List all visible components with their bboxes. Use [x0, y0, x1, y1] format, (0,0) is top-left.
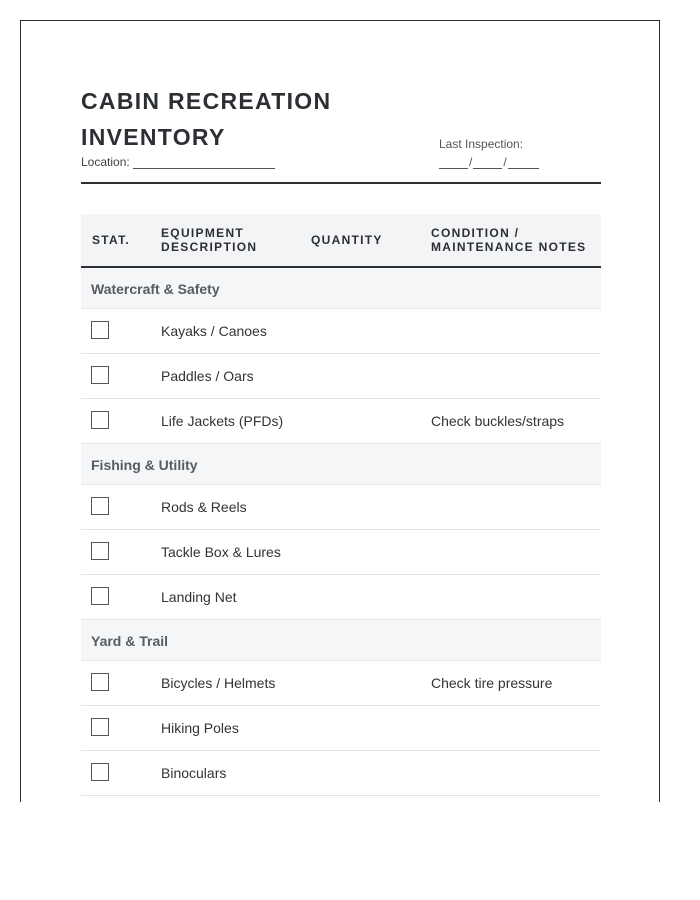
section-label: Yard & Trail: [91, 633, 169, 649]
status-checkbox[interactable]: [91, 542, 109, 560]
date-month-blank[interactable]: [439, 156, 468, 169]
header-condition-notes: CONDITION / MAINTENANCE NOTES: [431, 226, 587, 254]
table-header: [81, 214, 601, 268]
table-body: [81, 268, 601, 796]
inspection-date-blank: [439, 153, 539, 169]
equipment-description: Rods & Reels: [161, 499, 247, 515]
table-row: [81, 399, 601, 444]
status-checkbox[interactable]: [91, 321, 109, 339]
table-row: [81, 485, 601, 530]
header-stat: STAT.: [92, 233, 131, 247]
equipment-description: Hiking Poles: [161, 720, 239, 736]
equipment-description: Paddles / Oars: [161, 368, 254, 384]
date-day-blank[interactable]: [473, 156, 502, 169]
date-separator: /: [503, 155, 507, 169]
status-checkbox[interactable]: [91, 497, 109, 515]
table-row: [81, 354, 601, 399]
header-quantity: QUANTITY: [311, 233, 383, 247]
status-checkbox[interactable]: [91, 673, 109, 691]
inventory-table: [81, 214, 601, 796]
equipment-description: Tackle Box & Lures: [161, 544, 281, 560]
document-title: CABIN RECREATION INVENTORY: [81, 88, 332, 150]
condition-note: Check tire pressure: [431, 675, 553, 691]
section-row: [81, 444, 601, 485]
section-row: [81, 268, 601, 309]
section-label: Fishing & Utility: [91, 457, 198, 473]
table-row: [81, 309, 601, 354]
condition-note: Check buckles/straps: [431, 413, 565, 429]
status-checkbox[interactable]: [91, 587, 109, 605]
status-checkbox[interactable]: [91, 411, 109, 429]
table-row: [81, 575, 601, 620]
table-row: [81, 751, 601, 796]
table-row: [81, 661, 601, 706]
equipment-description: Landing Net: [161, 589, 237, 605]
date-separator: /: [469, 155, 473, 169]
equipment-description: Bicycles / Helmets: [161, 675, 276, 691]
header-equipment-description: EQUIPMENT DESCRIPTION: [161, 226, 258, 254]
status-checkbox[interactable]: [91, 763, 109, 781]
last-inspection-label: Last Inspection:: [439, 137, 524, 151]
section-label: Watercraft & Safety: [91, 281, 220, 297]
status-checkbox[interactable]: [91, 718, 109, 736]
section-row: [81, 620, 601, 661]
inventory-sheet: [20, 20, 660, 802]
last-inspection-field: [439, 135, 539, 169]
equipment-description: Binoculars: [161, 765, 227, 781]
location-field: [81, 155, 275, 169]
location-blank[interactable]: [133, 156, 275, 169]
equipment-description: Kayaks / Canoes: [161, 323, 267, 339]
table-row: [81, 706, 601, 751]
table-row: [81, 530, 601, 575]
date-year-blank[interactable]: [508, 156, 539, 169]
document-header: [81, 81, 601, 184]
equipment-description: Life Jackets (PFDs): [161, 413, 284, 429]
location-label: Location:: [81, 155, 130, 169]
status-checkbox[interactable]: [91, 366, 109, 384]
